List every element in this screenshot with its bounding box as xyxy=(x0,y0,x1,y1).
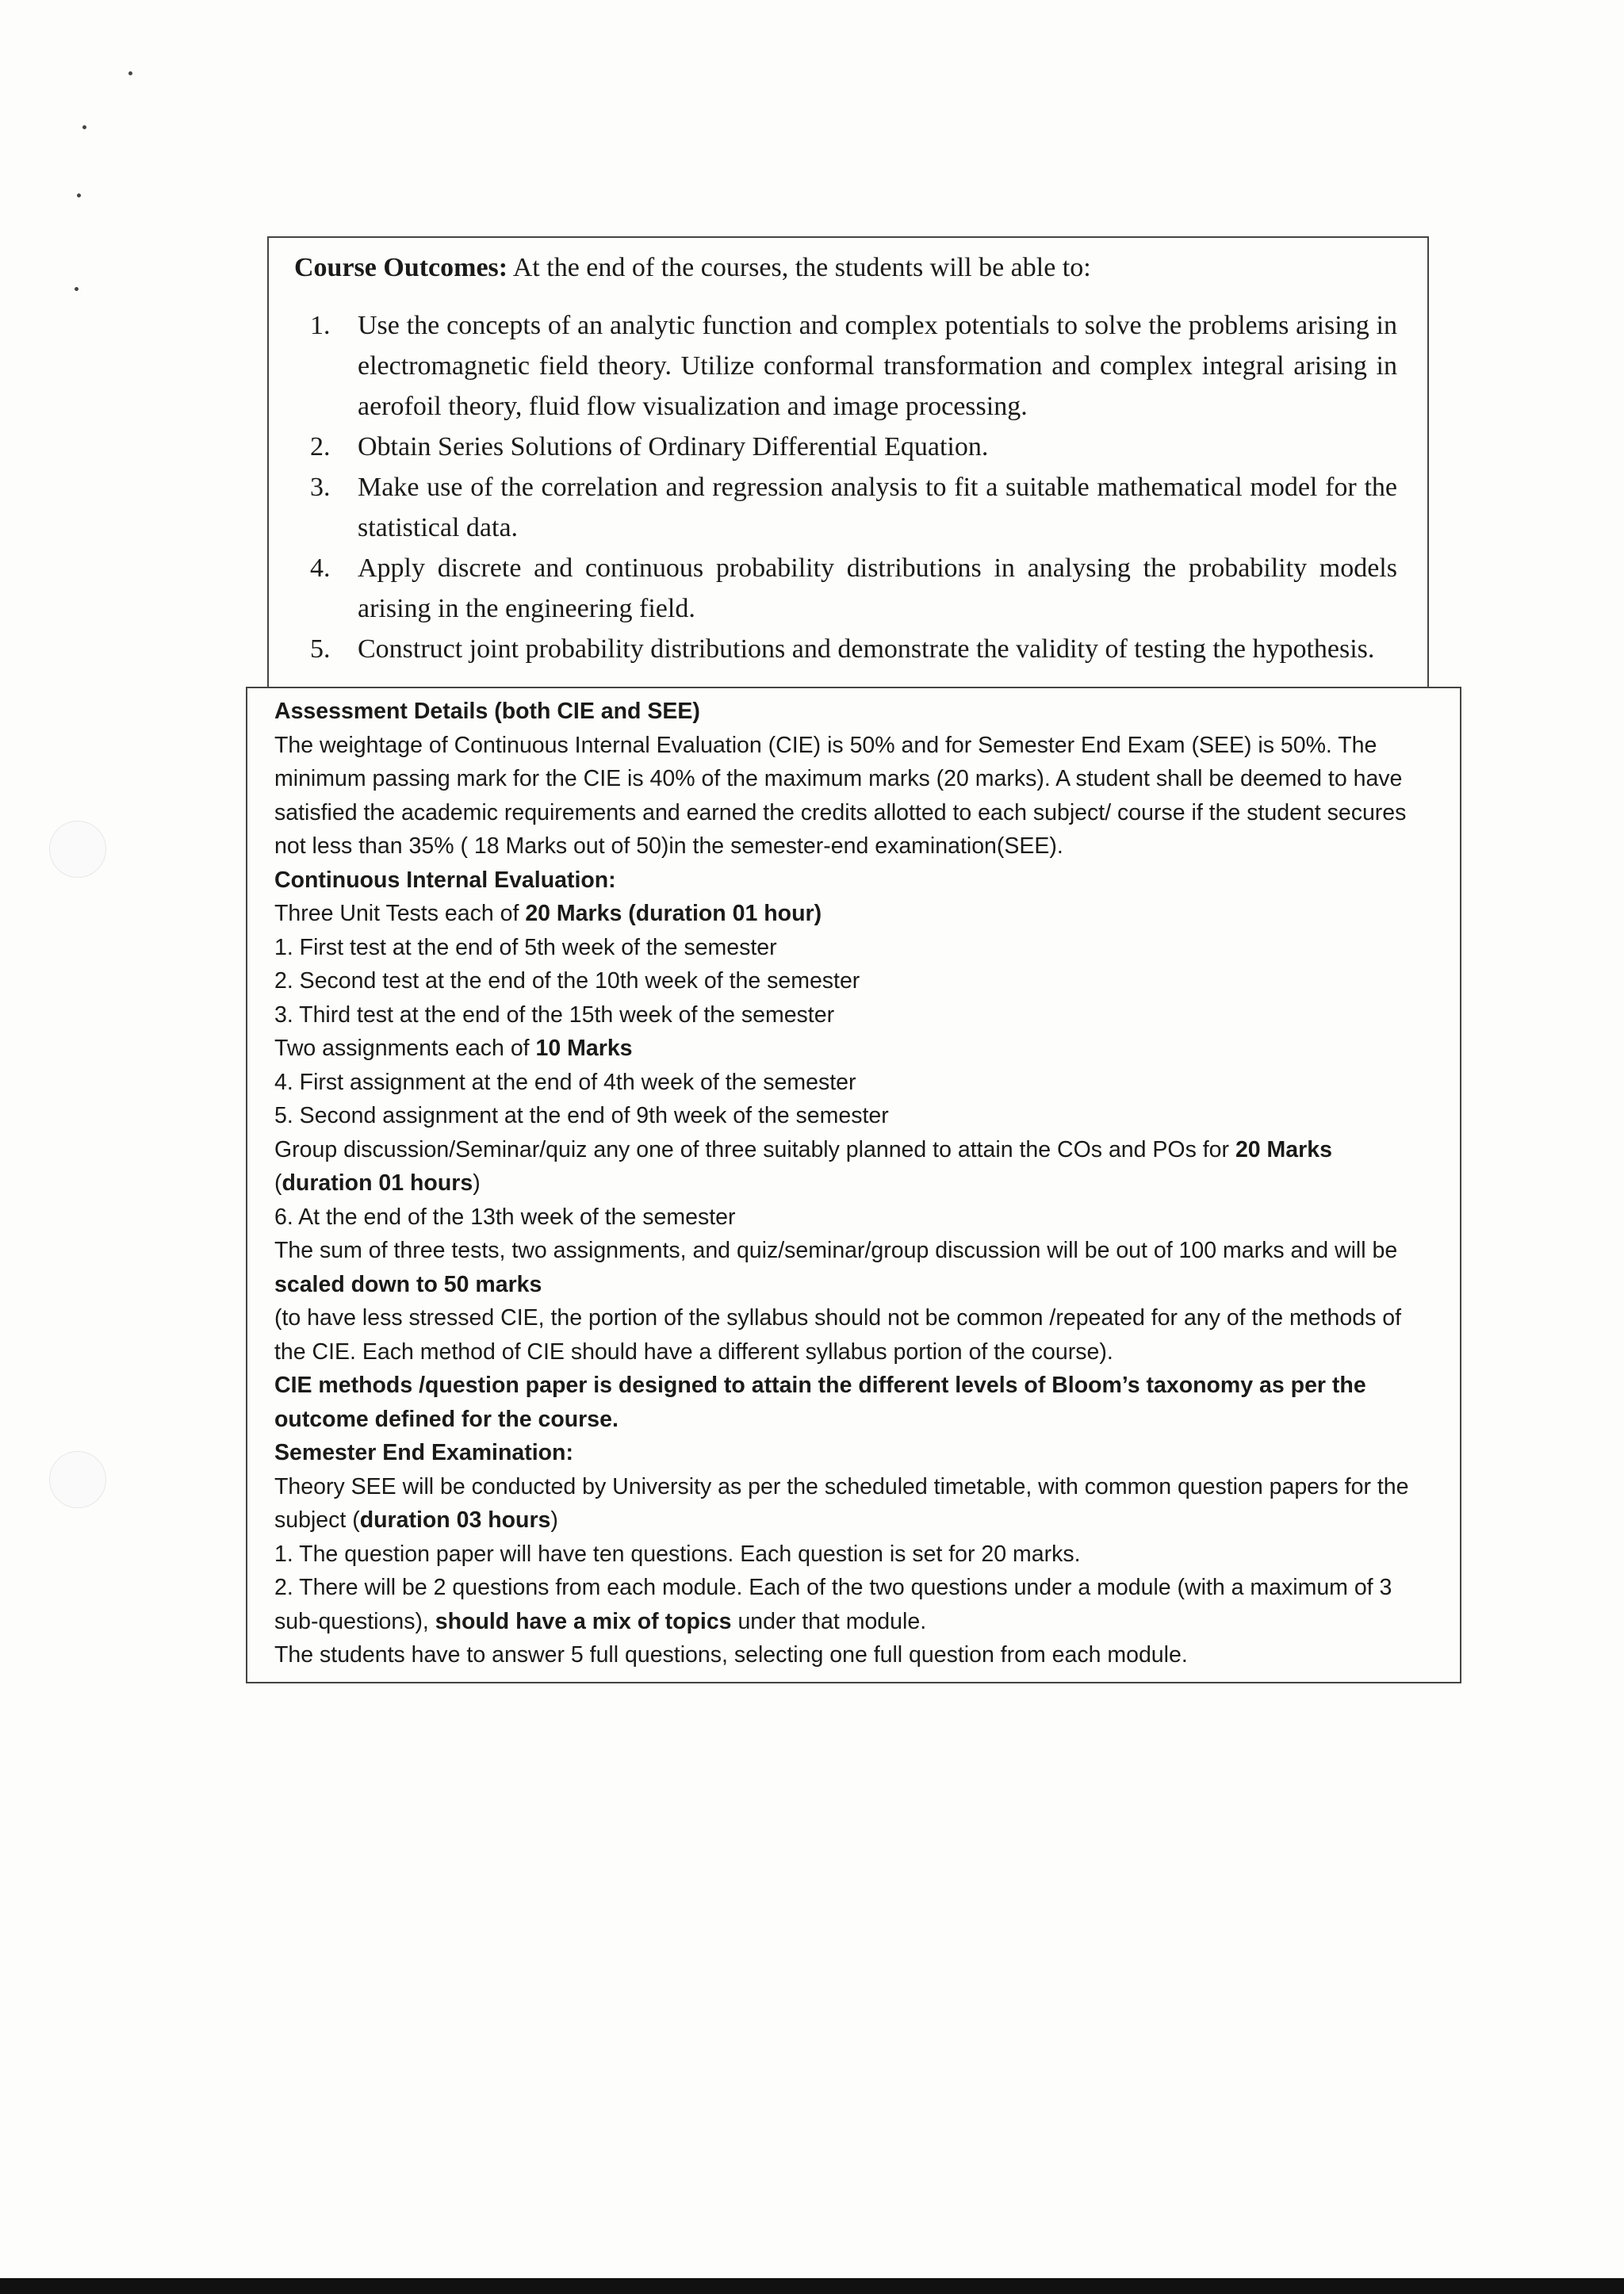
course-outcomes-heading: Course Outcomes: At the end of the courses, the students will be able to: xyxy=(294,253,1091,282)
scan-speck xyxy=(128,71,132,75)
assessment-intro: The weightage of Continuous Internal Evaluation (CIE) is 50% and for Semester End Exam (SEE) is 50%. The minimum passing mark for the CIE is 40% of the maximum marks (20 marks). A student shall be deemed to have satisfied the academic requirements and earned the credits allotted to each subject/ course if the student secures not less than 35% ( 18 Marks out of 50)in the semester-end examination(SEE). xyxy=(274,732,1407,859)
course-outcome-item: 5. Construct joint probability distributions and demonstrate the validity of testing the hypothesis. xyxy=(310,634,1375,664)
group-item: 6. At the end of the 13th week of the semester xyxy=(274,1204,736,1230)
course-outcome-item: 2. Obtain Series Solutions of Ordinary Differential Equation. xyxy=(310,432,989,461)
unit-tests-line: Three Unit Tests each of 20 Marks (duration 01 hour) xyxy=(274,901,822,926)
see-item: 1. The question paper will have ten questions. Each question is set for 20 marks. xyxy=(274,1541,1081,1567)
course-outcome-item: 4. Apply discrete and continuous probability distributions in analysing the probability models arising in the engineering field. xyxy=(310,553,1397,623)
course-outcome-item: 1. Use the concepts of an analytic function and complex potentials to solve the problems arising in electromagnetic field theory. Utilize conformal transformation and complex integral arising in aerofoil theory, fluid flow visualization and image processing. xyxy=(310,311,1397,421)
assignments-line: Two assignments each of 10 Marks xyxy=(274,1036,633,1061)
scan-speck xyxy=(77,193,81,197)
assignment-item: 5. Second assignment at the end of 9th week of the semester xyxy=(274,1103,889,1128)
test-item: 1. First test at the end of 5th week of the semester xyxy=(274,934,777,960)
assignment-item: 4. First assignment at the end of 4th week of the semester xyxy=(274,1069,856,1095)
punch-hole xyxy=(49,821,106,878)
see-heading: Semester End Examination: xyxy=(274,1440,573,1465)
scan-edge-bar xyxy=(0,2278,1624,2294)
test-item: 2. Second test at the end of the 10th week of the semester xyxy=(274,968,860,994)
course-outcome-item: 3. Make use of the correlation and regression analysis to fit a suitable mathematical model for the statistical data. xyxy=(310,473,1397,542)
see-item: The students have to answer 5 full questions, selecting one full question from each module. xyxy=(274,1642,1188,1668)
sum-line: The sum of three tests, two assignments, and quiz/seminar/group discussion will be out of 100 marks and will be scaled down to 50 marks xyxy=(274,1238,1398,1297)
see-intro: Theory SEE will be conducted by University as per the scheduled timetable, with common question papers for the subject (duration 03 hours) xyxy=(274,1473,1409,1533)
see-item: 2. There will be 2 questions from each module. Each of the two questions under a module (with a maximum of 3 sub-questions), should have a mix of topics under that module. xyxy=(274,1575,1392,1634)
cie-heading: Continuous Internal Evaluation: xyxy=(274,867,616,893)
punch-hole xyxy=(49,1451,106,1508)
group-discussion-line: Group discussion/Seminar/quiz any one of three suitably planned to attain the COs and POs for 20 Marks (duration 01 hours) xyxy=(274,1136,1332,1196)
course-outcomes-list xyxy=(294,305,1397,669)
assessment-details-cell xyxy=(246,687,1461,1683)
bloom-note: CIE methods /question paper is designed to attain the different levels of Bloom’s taxonomy as per the outcome defined for the course. xyxy=(274,1373,1366,1432)
syllabus-note: (to have less stressed CIE, the portion of the syllabus should not be common /repeated for any of the methods of the CIE. Each method of CIE should have a different syllabus portion of the course). xyxy=(274,1305,1402,1365)
course-outcomes-cell xyxy=(267,236,1429,688)
scan-speck xyxy=(82,125,86,129)
syllabus-table xyxy=(246,236,1429,1683)
scan-speck xyxy=(75,287,79,291)
assessment-heading: Assessment Details (both CIE and SEE) xyxy=(274,699,700,724)
test-item: 3. Third test at the end of the 15th week of the semester xyxy=(274,1001,835,1028)
